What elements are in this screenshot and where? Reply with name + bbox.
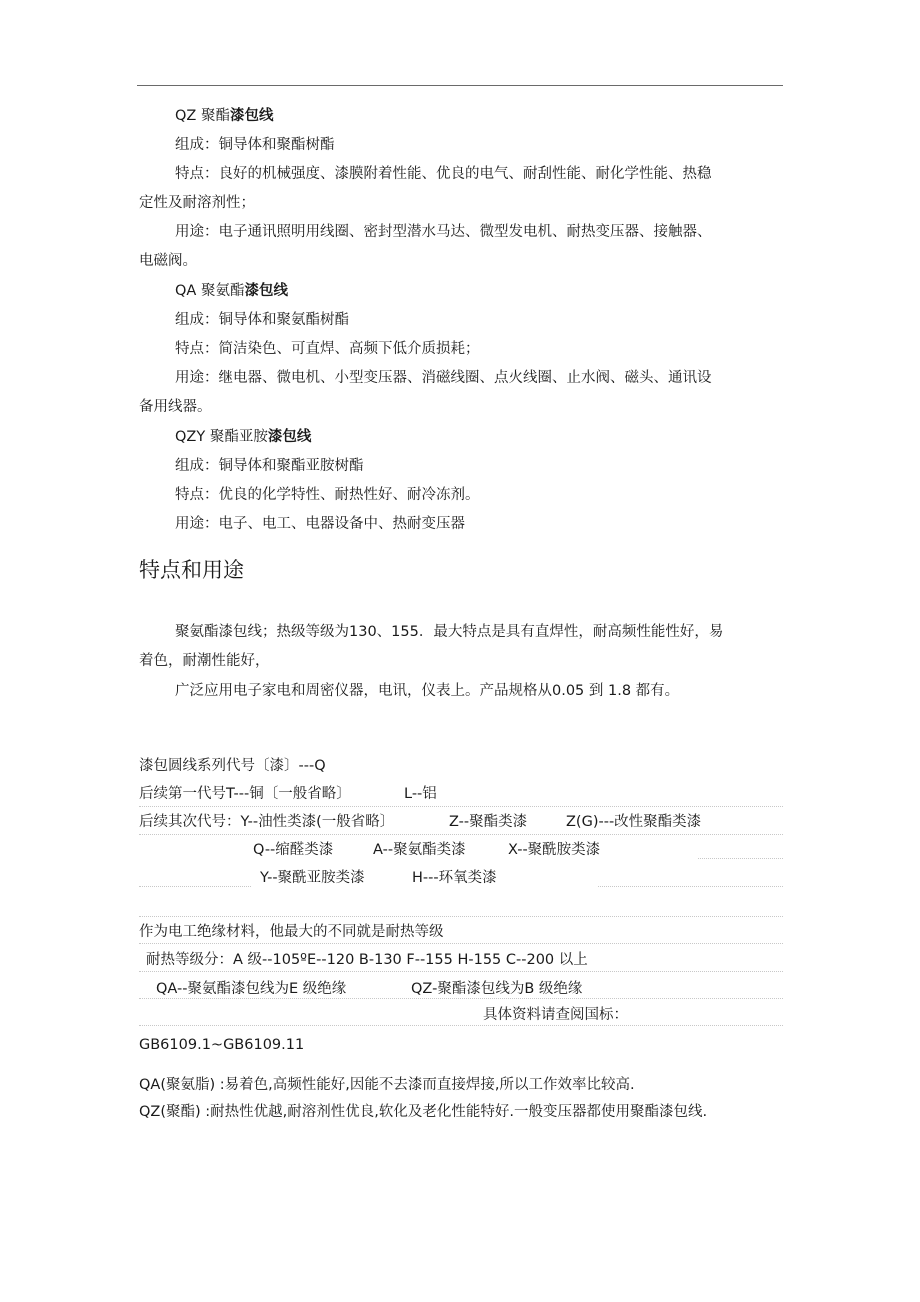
qz-title: QZ 聚酯漆包线 <box>175 108 274 124</box>
qz-features-cont: 定性及耐溶剂性； <box>139 195 255 211</box>
dotted-divider <box>139 886 251 887</box>
insulation-line-3a: QA--聚氨酯漆包线为E 级绝缘 <box>156 981 347 997</box>
series-line-2b: L--铝 <box>404 786 437 802</box>
series-line-4c: X--聚酰胺类漆 <box>508 842 601 858</box>
series-line-4b: A--聚氨酯类漆 <box>373 842 466 858</box>
section-heading: 特点和用途 <box>139 558 244 582</box>
dotted-divider <box>139 806 783 807</box>
qa-title: QA 聚氨酯漆包线 <box>175 283 288 299</box>
series-line-1: 漆包圆线系列代号〔漆〕---Q <box>139 758 326 774</box>
standard-reference: GB6109.1~GB6109.11 <box>139 1037 305 1053</box>
paragraph-2: 广泛应用电子家电和周密仪器，电讯，仪表上。产品规格从0.05 到 1.8 都有。 <box>175 683 680 699</box>
qzy-uses: 用途：电子、电工、电器设备中、热耐变压器 <box>175 516 465 532</box>
series-line-2a: 后续第一代号T---铜〔一般省略〕 <box>139 786 351 802</box>
note-qa: QA(聚氨脂) :易着色,高频性能好,因能不去漆而直接焊接,所以工作效率比较高. <box>139 1077 635 1093</box>
dotted-divider <box>139 1025 783 1026</box>
dotted-divider <box>139 998 783 999</box>
dotted-divider <box>139 971 783 972</box>
series-line-3a: 后续其次代号：Y--油性类漆(一般省略〕 <box>139 814 395 830</box>
series-line-3c: Z(G)---改性聚酯类漆 <box>566 814 702 830</box>
header-rule <box>137 85 783 86</box>
heat-grade-line: 耐热等级分：A 级--105ºE--120 B-130 F--155 H-155 C--200 以上 <box>146 952 588 968</box>
dotted-divider <box>598 886 783 887</box>
series-line-5b: H---环氧类漆 <box>412 870 497 886</box>
dotted-divider <box>698 858 783 859</box>
qa-composition: 组成：铜导体和聚氨酯树酯 <box>175 312 349 328</box>
insulation-line-4: 具体资料请查阅国标： <box>483 1007 628 1023</box>
qzy-features: 特点：优良的化学特性、耐热性好、耐冷冻剂。 <box>175 487 480 503</box>
qz-uses-cont: 电磁阀。 <box>139 253 197 269</box>
paragraph-1-cont: 着色，耐潮性能好， <box>139 653 270 669</box>
dotted-divider <box>139 834 783 835</box>
qa-features: 特点：简洁染色、可直焊、高频下低介质损耗； <box>175 341 480 357</box>
qz-features: 特点：良好的机械强度、漆膜附着性能、优良的电气、耐刮性能、耐化学性能、热稳 <box>175 166 712 182</box>
series-line-5a: Y--聚酰亚胺类漆 <box>260 870 365 886</box>
series-line-4a: Q--缩醛类漆 <box>253 842 334 858</box>
qz-composition: 组成：铜导体和聚酯树酯 <box>175 137 335 153</box>
qa-uses: 用途：继电器、微电机、小型变压器、消磁线圈、点火线圈、止水阀、磁头、通讯设 <box>175 370 712 386</box>
note-qz: QZ(聚酯) :耐热性优越,耐溶剂性优良,软化及老化性能特好.一般变压器都使用聚酯漆包线. <box>139 1104 708 1120</box>
paragraph-1: 聚氨酯漆包线；热级等级为130、155．最大特点是具有直焊性，耐高频性能性好，易 <box>175 624 724 640</box>
dotted-divider <box>139 943 783 944</box>
qa-uses-cont: 备用线器。 <box>139 399 212 415</box>
series-line-3b: Z--聚酯类漆 <box>449 814 528 830</box>
insulation-line-3b: QZ-聚酯漆包线为B 级绝缘 <box>411 981 583 997</box>
qzy-title: QZY 聚酯亚胺漆包线 <box>175 429 312 445</box>
qz-uses: 用途：电子通讯照明用线圈、密封型潜水马达、微型发电机、耐热变压器、接触器、 <box>175 224 712 240</box>
dotted-divider <box>139 916 783 917</box>
insulation-line-1: 作为电工绝缘材料，他最大的不同就是耐热等级 <box>139 924 444 940</box>
qzy-composition: 组成：铜导体和聚酯亚胺树酯 <box>175 458 364 474</box>
